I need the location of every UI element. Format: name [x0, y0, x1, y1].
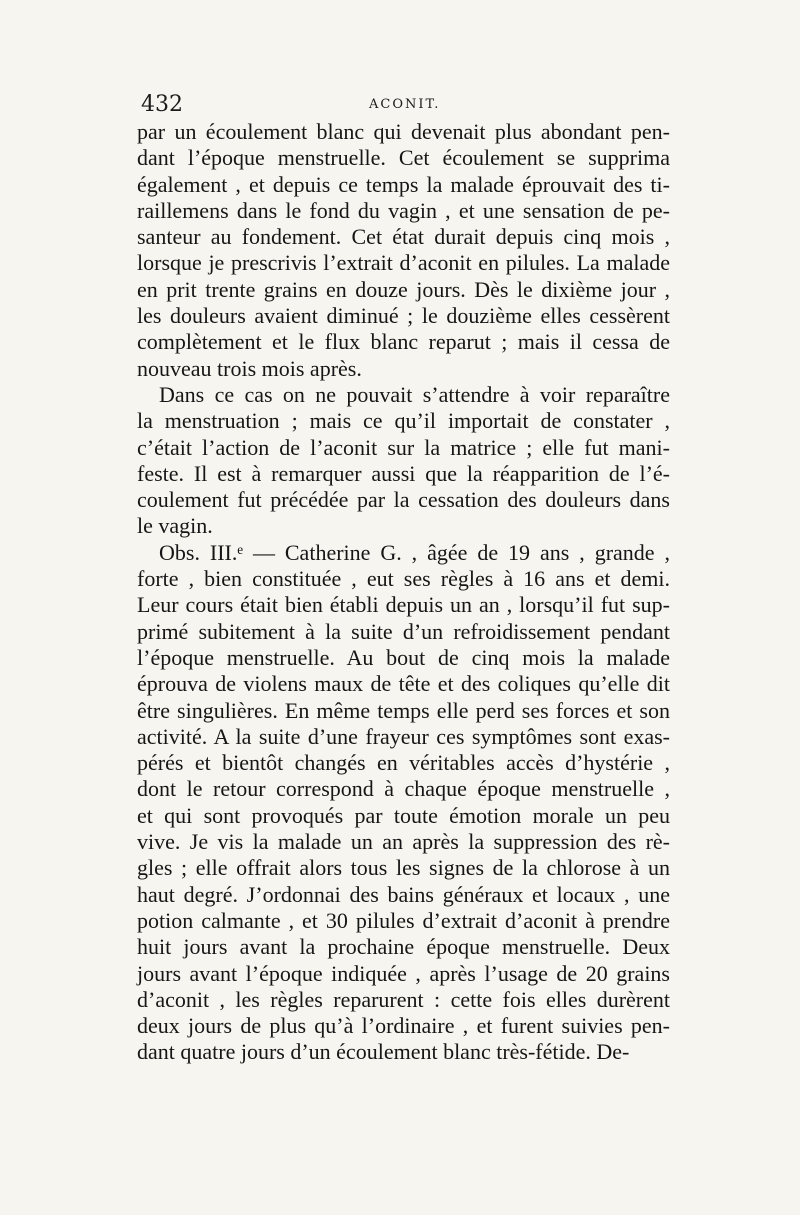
text-line: feste. Il est à remarquer aussi que la réapparition de l’é- [137, 460, 670, 486]
text-line: forte , bien constituée , eut ses règles à 16 ans et demi. [137, 566, 670, 592]
text-line: gles ; elle offrait alors tous les signes de la chlorose à un [137, 855, 670, 881]
text-line: éprouva de violens maux de tête et des coliques qu’elle dit [137, 671, 670, 697]
text-line: Obs. III.ᵉ — Catherine G. , âgée de 19 ans , grande , [159, 539, 670, 565]
running-title: ACONIT. [369, 97, 441, 112]
paragraph [137, 540, 670, 1066]
text-line: coulement fut précédée par la cessation des douleurs dans [137, 487, 670, 513]
text-line: dont le retour correspond à chaque époque menstruelle , [137, 776, 670, 802]
text-line: également , et depuis ce temps la malade éprouvait des ti- [137, 171, 670, 197]
paragraph [137, 119, 670, 382]
text-line: activité. A la suite d’une frayeur ces symptômes sont exas- [137, 723, 670, 749]
text-line: santeur au fondement. Cet état durait depuis cinq mois , [137, 224, 670, 250]
text-line: raillemens dans le fond du vagin , et une sensation de pe- [137, 197, 670, 223]
text-line: en prit trente grains en douze jours. Dès le dixième jour , [137, 276, 670, 302]
text-line: primé subitement à la suite d’un refroidissement pendant [137, 618, 670, 644]
text-line: Dans ce cas on ne pouvait s’attendre à voir reparaître [159, 381, 670, 407]
text-line: la menstruation ; mais ce qu’il importait de constater , [137, 408, 670, 434]
text-line: deux jours de plus qu’à l’ordinaire , et furent suivies pen- [137, 1013, 670, 1039]
text-line: dant l’époque menstruelle. Cet écoulement se supprima [137, 145, 670, 171]
body-text [137, 119, 670, 1066]
text-line: c’était l’action de l’aconit sur la matrice ; elle fut mani- [137, 434, 670, 460]
running-head [141, 92, 671, 118]
text-line: nouveau trois mois après. [137, 355, 362, 381]
text-line: pérés et bientôt changés en véritables accès d’hystérie , [137, 750, 670, 776]
text-line: complètement et le flux blanc reparut ; mais il cessa de [137, 329, 670, 355]
text-line: par un écoulement blanc qui devenait plus abondant pen- [137, 119, 670, 144]
page-number: 432 [141, 92, 183, 117]
text-line: potion calmante , et 30 pilules d’extrait d’aconit à prendre [137, 907, 670, 933]
text-line: être singulières. En même temps elle perd ses forces et son [137, 697, 670, 723]
text-line: et qui sont provoqués par toute émotion morale un peu [137, 802, 670, 828]
text-line: jours avant l’époque indiquée , après l’usage de 20 grains [137, 960, 670, 986]
text-line: Leur cours était bien établi depuis un an , lorsqu’il fut sup- [137, 592, 670, 618]
text-line: huit jours avant la prochaine époque menstruelle. Deux [137, 934, 670, 960]
text-line: le vagin. [137, 513, 213, 539]
text-line: vive. Je vis la malade un an après la suppression des rè- [137, 829, 670, 855]
text-line: haut degré. J’ordonnai des bains généraux et locaux , une [137, 881, 670, 907]
text-line: dant quatre jours d’un écoulement blanc très-fétide. De- [137, 1039, 630, 1065]
text-line: les douleurs avaient diminué ; le douzième elles cessèrent [137, 303, 670, 329]
paragraph [137, 382, 670, 540]
text-line: l’époque menstruelle. Au bout de cinq mois la malade [137, 644, 670, 670]
text-line: d’aconit , les règles reparurent : cette fois elles durèrent [137, 986, 670, 1012]
text-line: lorsque je prescrivis l’extrait d’aconit en pilules. La malade [137, 250, 670, 276]
